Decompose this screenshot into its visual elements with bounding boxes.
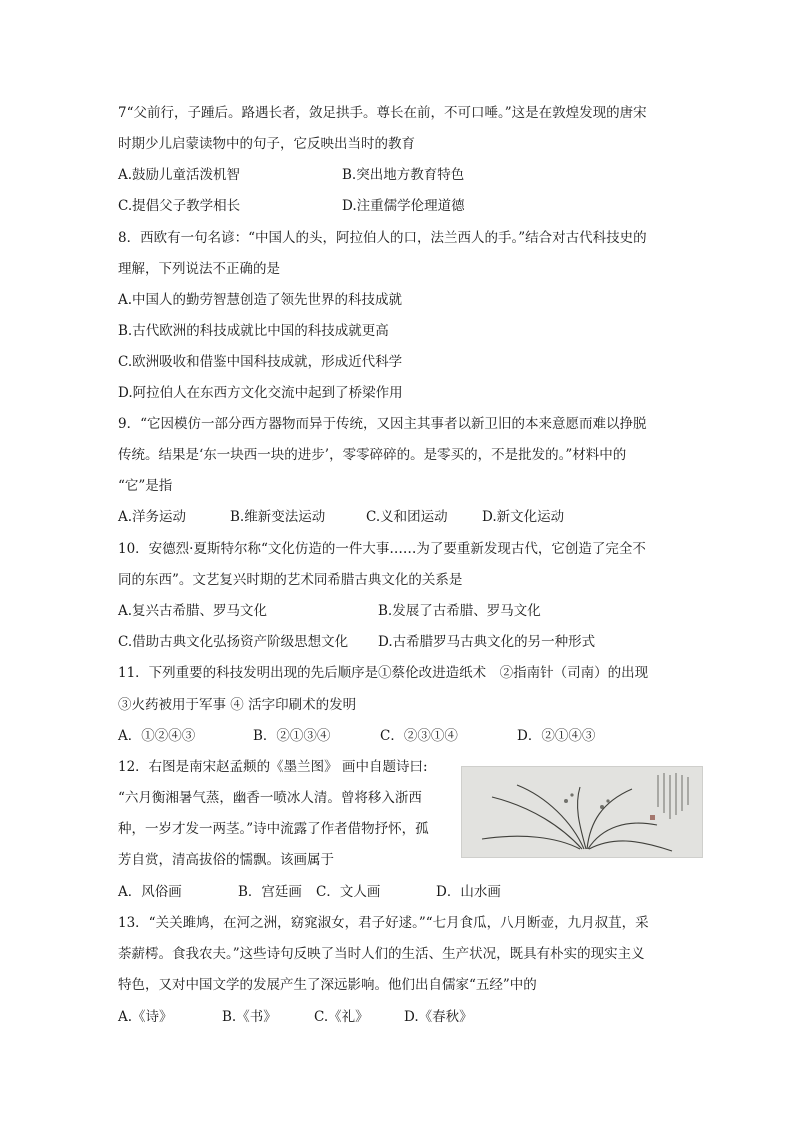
question-9-stem-line-2: 传统。结果是‘东一块西一块的进步’，零零碎碎的。是零买的，不是批发的。”材料中的 (118, 447, 627, 463)
question-8-option-b: B.古代欧洲的科技成就比中国的科技成就更高 (118, 323, 389, 339)
question-8-option-a: A.中国人的勤劳智慧创造了领先世界的科技成就 (118, 292, 403, 308)
orchid-painting-image (461, 766, 703, 858)
question-13-option-b: B.《书》 (222, 1009, 277, 1025)
question-10-option-c: C.借助古典文化弘扬资产阶级思想文化 (118, 634, 349, 650)
question-11-option-d: D．②①④③ (517, 728, 596, 744)
question-13-option-d: D.《春秋》 (404, 1009, 473, 1025)
question-7-stem-line-2: 时期少儿启蒙读物中的句子，它反映出当时的教育 (118, 136, 415, 152)
question-13-stem-line-2: 荼薪樗。食我农夫。”这些诗句反映了当时人们的生活、生产状况，既具有朴实的现实主义 (118, 946, 645, 962)
question-8-option-d: D.阿拉伯人在东西方文化交流中起到了桥梁作用 (118, 385, 403, 401)
question-8-stem-line-2: 理解，下列说法不正确的是 (118, 261, 280, 277)
question-10-option-b: B.发展了古希腊、罗马文化 (378, 603, 541, 619)
question-8-option-c: C.欧洲吸收和借鉴中国科技成就，形成近代科学 (118, 354, 403, 370)
question-13-stem-line-3: 特色，又对中国文学的发展产生了深远影响。他们出自儒家“五经”中的 (118, 977, 537, 993)
question-7-option-c: C.提倡父子教学相长 (118, 198, 241, 214)
question-10-option-a: A.复兴古希腊、罗马文化 (118, 603, 268, 619)
question-12-stem-line-3: 种，一岁才发一两茎。”诗中流露了作者借物抒怀，孤 (118, 821, 429, 837)
question-13-stem-line-1: 13．“关关雎鸠，在河之洲，窈窕淑女，君子好逑。”“七月食瓜，八月断壶，九月叔苴，采 (118, 915, 649, 931)
question-11-stem-line-1: 11．下列重要的科技发明出现的先后顺序是①蔡伦改进造纸术 ②指南针（司南）的出现 (118, 665, 649, 681)
orchid-painting-icon (462, 767, 702, 857)
question-9-option-a: A.洋务运动 (118, 509, 187, 525)
question-12-stem-line-2: “六月衡湘暑气蒸，幽香一喷冰人清。曾将移入浙西 (118, 790, 422, 806)
question-11-stem-line-2: ③火药被用于军事 ④ 活字印刷术的发明 (118, 697, 357, 713)
question-7-option-d: D.注重儒学伦理道德 (342, 198, 465, 214)
question-9-stem-line-3: “它”是指 (118, 478, 173, 494)
question-12-option-d: D．山水画 (436, 884, 501, 900)
question-10-option-d: D.古希腊罗马古典文化的另一种形式 (378, 634, 596, 650)
question-12-option-b: B．宫廷画 (238, 884, 302, 900)
question-13-option-c: C.《礼》 (314, 1009, 369, 1025)
question-11-option-c: C．②③①④ (380, 728, 458, 744)
question-11-option-a: A．①②④③ (118, 728, 196, 744)
question-12-option-a: A．风俗画 (118, 884, 182, 900)
question-13-option-a: A.《诗》 (118, 1009, 173, 1025)
question-12-stem-line-4: 芳自赏，清高拔俗的懦飘。该画属于 (118, 852, 334, 868)
question-11-option-b: B．②①③④ (253, 728, 331, 744)
question-12-stem-line-1: 12．右图是南宋赵孟𫖯的《墨兰图》 画中自题诗曰: (118, 759, 428, 775)
question-9-option-d: D.新文化运动 (482, 509, 565, 525)
question-7-option-b: B.突出地方教育特色 (342, 167, 465, 183)
question-9-option-b: B.维新变法运动 (230, 509, 326, 525)
question-9-stem-line-1: 9．“它因模仿一部分西方器物而异于传统，又因主其事者以新卫旧的本来意愿而难以挣脱 (118, 416, 647, 432)
question-9-option-c: C.义和团运动 (366, 509, 448, 525)
question-8-stem-line-1: 8．西欧有一句名谚：“中国人的头，阿拉伯人的口，法兰西人的手。”结合对古代科技史的 (118, 230, 647, 246)
question-7-stem-line-1: 7“父前行，子踵后。路遇长者，敛足拱手。尊长在前，不可口唾。”这是在敦煌发现的唐宋 (118, 105, 647, 121)
question-7-option-a: A.鼓励儿童活泼机智 (118, 167, 241, 183)
question-10-stem-line-2: 同的东西”。文艺复兴时期的艺术同希腊古典文化的关系是 (118, 572, 463, 588)
question-10-stem-line-1: 10．安德烈·夏斯特尔称“文化仿造的一件大事……为了要重新发现古代，它创造了完全不 (118, 541, 646, 557)
question-12-option-c: C．文人画 (316, 884, 381, 900)
